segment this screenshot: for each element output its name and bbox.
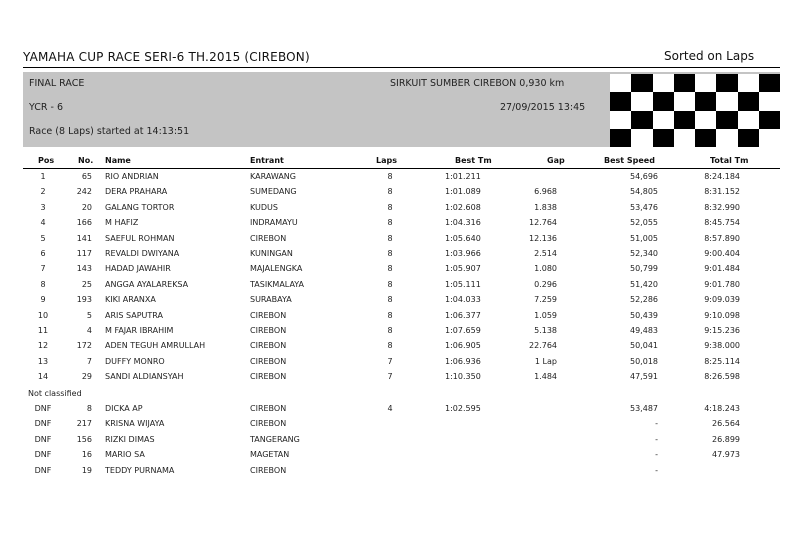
cell-entrant: MAGETAN [250,450,290,460]
flag-square [738,74,759,92]
table-row [0,249,800,264]
cell-gap: 0.296 [534,279,557,289]
checkered-flag-icon [610,74,780,147]
cell-number: 117 [76,249,92,258]
cell-best-speed: 54,696 [630,172,658,181]
cell-total-time: 9:01.780 [704,279,740,289]
cell-entrant: CIREBON [250,465,287,475]
cell-entrant: CIREBON [250,233,287,243]
cell-number: 172 [76,341,92,351]
cell-number: 19 [81,465,92,475]
cell-best-speed: 52,286 [630,295,658,305]
cell-pos: 14 [37,372,49,382]
flag-square [674,111,695,129]
flag-square [610,111,631,129]
cell-pos: DNF [34,450,52,460]
cell-best-time: 1:06.936 [445,356,481,366]
flag-square [759,92,780,110]
cell-pos: DNF [34,434,52,444]
cell-pos: DNF [34,404,52,413]
cell-number: 65 [81,172,92,181]
cell-entrant: INDRAMAYU [250,218,298,228]
table-row [0,264,800,279]
cell-entrant: TANGERANG [250,434,300,444]
cell-best-time: 1:03.966 [445,249,481,258]
cell-laps: 8 [387,233,393,243]
cell-laps: 8 [387,341,393,351]
cell-number: 193 [76,295,92,305]
cell-entrant: CIREBON [250,326,287,335]
cell-total-time: 8:57.890 [704,233,740,243]
cell-best-time: 1:04.316 [445,218,481,228]
cell-number: 4 [86,326,92,335]
flag-square [716,111,737,129]
cell-gap: 12.764 [529,218,557,228]
cell-number: 143 [76,264,92,274]
sort-label: Sorted on Laps [664,49,755,63]
cell-name: REVALDI DWIYANA [105,249,180,258]
report-title: YAMAHA CUP RACE SERI-6 TH.2015 (CIREBON) [23,50,310,64]
cell-gap: 1.059 [534,310,557,320]
cell-pos: 5 [40,233,46,243]
cell-name: ANGGA AYALAREKSA [105,279,189,289]
cell-number: 8 [86,404,92,413]
flag-square [610,92,631,110]
cell-entrant: TASIKMALAYA [250,279,305,289]
cell-laps: 8 [387,187,393,197]
col-entrant: Entrant [250,156,284,165]
table-row [0,280,800,295]
cell-name: KRISNA WIJAYA [105,419,165,429]
cell-name: DUFFY MONRO [105,356,165,366]
cell-best-speed: 50,041 [630,341,658,351]
cell-best-speed: 52,340 [630,249,658,258]
cell-best-speed: 51,420 [630,279,658,289]
flag-square [631,92,652,110]
flag-square [759,111,780,129]
cell-total-time: 8:24.184 [704,172,740,181]
cell-best-speed: - [655,465,658,475]
not-classified-label: Not classified [28,389,82,398]
cell-entrant: CIREBON [250,310,287,320]
cell-pos: 2 [40,187,46,197]
cell-name: HADAD JAWAHIR [105,264,171,274]
cell-number: 141 [76,233,92,243]
cell-best-speed: 49,483 [630,326,658,335]
cell-gap: 22.764 [529,341,557,351]
flag-square [674,74,695,92]
cell-number: 156 [76,434,92,444]
cell-name: TEDDY PURNAMA [105,465,175,475]
cell-best-time: 1:06.377 [445,310,481,320]
col-laps: Laps [376,156,397,165]
cell-total-time: 9:38.000 [704,341,740,351]
col-best-speed: Best Speed [604,156,655,165]
race-start-info: Race (8 Laps) started at 14:13:51 [29,126,190,137]
cell-pos: 6 [40,249,46,258]
cell-pos: DNF [34,465,52,475]
cell-entrant: CIREBON [250,404,287,413]
race-datetime: 27/09/2015 13:45 [500,102,586,113]
cell-best-time: 1:05.640 [445,233,481,243]
flag-square [610,74,631,92]
cell-best-speed: - [655,434,658,444]
cell-best-speed: 50,018 [630,356,658,366]
cell-best-speed: 50,799 [630,264,658,274]
flag-square [653,111,674,129]
table-row [0,295,800,310]
table-row [0,404,800,419]
cell-entrant: CIREBON [250,419,287,429]
cell-laps: 8 [387,249,393,258]
cell-number: 16 [81,450,92,460]
table-row [0,357,800,372]
cell-total-time: 26.564 [712,419,740,429]
flag-square [695,111,716,129]
flag-square [631,129,652,147]
flag-square [738,92,759,110]
cell-laps: 8 [387,202,393,212]
cell-total-time: 8:26.598 [704,372,740,382]
cell-laps: 8 [387,310,393,320]
cell-best-time: 1:05.111 [445,279,481,289]
cell-number: 20 [81,202,92,212]
title-divider [23,67,780,68]
cell-best-time: 1:02.595 [445,404,481,413]
cell-total-time: 4:18.243 [704,404,740,413]
cell-name: SAEFUL ROHMAN [105,233,175,243]
cell-best-speed: - [655,450,658,460]
cell-entrant: MAJALENGKA [250,264,303,274]
cell-total-time: 8:31.152 [704,187,740,197]
flag-square [695,129,716,147]
cell-pos: 10 [37,310,49,320]
cell-pos: 12 [37,341,49,351]
table-row [0,203,800,218]
cell-total-time: 8:25.114 [704,356,740,366]
cell-best-time: 1:05.907 [445,264,481,274]
cell-laps: 4 [387,404,393,413]
cell-best-speed: 47,591 [630,372,658,382]
flag-square [695,74,716,92]
cell-laps: 8 [387,279,393,289]
table-row [0,466,800,481]
header-divider [23,168,780,169]
table-row [0,372,800,387]
cell-entrant: CIREBON [250,341,287,351]
cell-name: DICKA AP [105,404,143,413]
flag-square [631,74,652,92]
cell-gap: 12.136 [529,233,557,243]
cell-gap: 6.968 [534,187,557,197]
cell-entrant: SUMEDANG [250,187,297,197]
flag-square [759,129,780,147]
cell-number: 217 [76,419,92,429]
flag-square [631,111,652,129]
cell-laps: 8 [387,218,393,228]
cell-pos: 7 [40,264,46,274]
table-row [0,218,800,233]
cell-total-time: 26.899 [712,434,740,444]
cell-best-time: 1:01.089 [445,187,481,197]
cell-gap: 2.514 [534,249,557,258]
cell-number: 242 [76,187,92,197]
table-row [0,435,800,450]
flag-square [738,111,759,129]
cell-gap: 1 Lap [534,356,557,366]
cell-total-time: 47.973 [712,450,740,460]
col-name: Name [105,156,131,165]
cell-total-time: 9:15.236 [704,326,740,335]
cell-name: RIZKI DIMAS [105,434,155,444]
cell-best-time: 1:02.608 [445,202,481,212]
col-best-time: Best Tm [455,156,492,165]
cell-name: RIO ANDRIAN [105,172,159,181]
cell-best-time: 1:10.350 [445,372,481,382]
cell-name: MARIO SA [105,450,145,460]
cell-gap: 1.080 [534,264,557,274]
flag-square [674,129,695,147]
cell-entrant: KARAWANG [250,172,296,181]
cell-name: KIKI ARANXA [105,295,156,305]
race-class: YCR - 6 [29,102,64,113]
cell-laps: 7 [387,372,393,382]
flag-square [653,92,674,110]
cell-number: 7 [86,356,92,366]
cell-gap: 7.259 [534,295,557,305]
table-row [0,234,800,249]
circuit-name: SIRKUIT SUMBER CIREBON 0,930 km [390,78,565,89]
cell-total-time: 9:01.484 [704,264,740,274]
cell-best-time: 1:04.033 [445,295,481,305]
cell-name: M HAFIZ [105,218,139,228]
cell-best-speed: 50,439 [630,310,658,320]
cell-laps: 8 [387,264,393,274]
cell-total-time: 9:00.404 [704,249,740,258]
flag-square [738,129,759,147]
cell-pos: DNF [34,419,52,429]
cell-pos: 3 [40,202,46,212]
cell-name: ARIS SAPUTRA [105,310,163,320]
table-row [0,172,800,187]
cell-laps: 8 [387,172,393,181]
table-row [0,187,800,202]
cell-gap: 1.484 [534,372,557,382]
cell-gap: 5.138 [534,326,557,335]
flag-square [759,74,780,92]
cell-best-speed: 53,476 [630,202,658,212]
col-total-time: Total Tm [710,156,749,165]
flag-square [653,74,674,92]
cell-entrant: KUDUS [250,202,278,212]
table-row [0,450,800,465]
cell-entrant: KUNINGAN [250,249,293,258]
cell-number: 166 [76,218,92,228]
table-row [0,341,800,356]
cell-number: 29 [81,372,92,382]
cell-number: 5 [86,310,92,320]
cell-best-time: 1:06.905 [445,341,481,351]
cell-best-speed: - [655,419,658,429]
cell-pos: 1 [40,172,46,181]
flag-square [716,74,737,92]
cell-pos: 11 [37,326,49,335]
cell-total-time: 8:32.990 [704,202,740,212]
cell-best-speed: 51,005 [630,233,658,243]
cell-pos: 13 [37,356,49,366]
cell-best-speed: 53,487 [630,404,658,413]
cell-pos: 8 [40,279,46,289]
flag-square [695,92,716,110]
cell-gap: 1.838 [534,202,557,212]
cell-total-time: 9:09.039 [704,295,740,305]
flag-square [674,92,695,110]
table-row [0,311,800,326]
col-gap: Gap [547,156,565,165]
cell-laps: 8 [387,295,393,305]
cell-best-time: 1:07.659 [445,326,481,335]
cell-laps: 8 [387,326,393,335]
cell-entrant: CIREBON [250,372,287,382]
cell-total-time: 9:10.098 [704,310,740,320]
col-pos: Pos [38,156,55,165]
flag-square [653,129,674,147]
flag-square [716,129,737,147]
cell-total-time: 8:45.754 [704,218,740,228]
cell-pos: 4 [40,218,46,228]
cell-best-speed: 52,055 [630,218,658,228]
cell-name: SANDI ALDIANSYAH [105,372,184,382]
cell-best-time: 1:01.211 [445,172,481,181]
col-no: No. [78,156,94,165]
race-name: FINAL RACE [29,78,85,89]
table-row [0,419,800,434]
cell-entrant: SURABAYA [250,295,292,305]
cell-name: DERA PRAHARA [105,187,168,197]
cell-number: 25 [81,279,92,289]
cell-laps: 7 [387,356,393,366]
table-row [0,326,800,341]
flag-square [716,92,737,110]
flag-square [610,129,631,147]
cell-best-speed: 54,805 [630,187,658,197]
cell-name: ADEN TEGUH AMRULLAH [105,341,206,351]
cell-name: M FAJAR IBRAHIM [105,326,174,335]
cell-pos: 9 [40,295,46,305]
cell-name: GALANG TORTOR [105,202,175,212]
cell-entrant: CIREBON [250,356,287,366]
